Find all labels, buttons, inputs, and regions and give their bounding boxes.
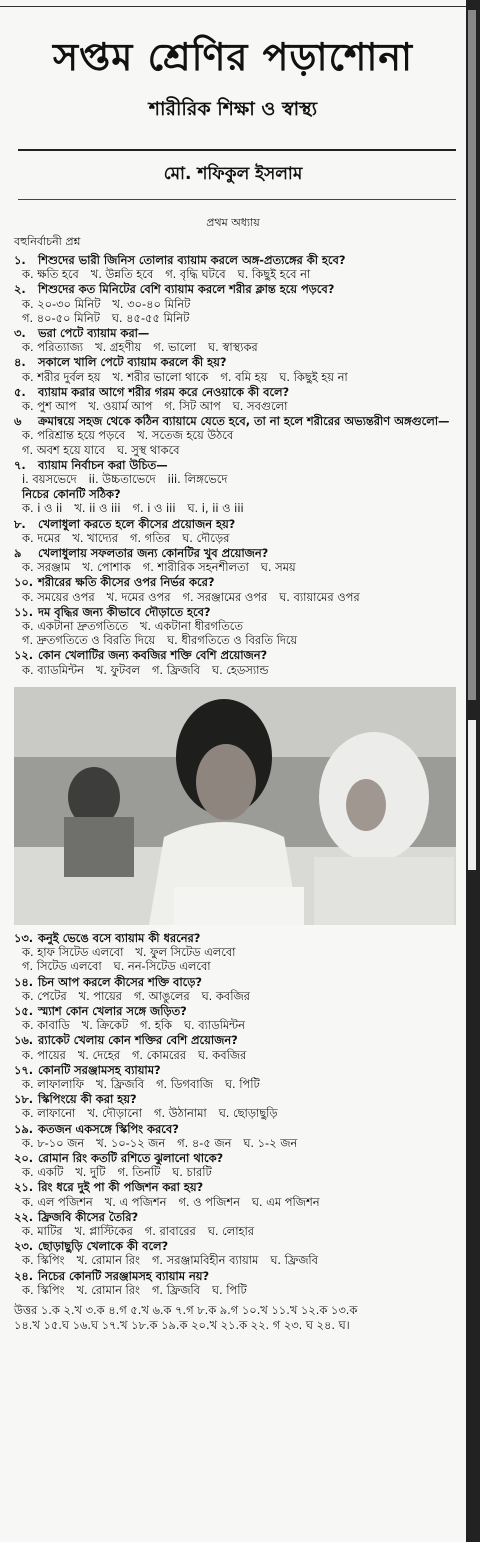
option: খ. এ পজিশন [104, 1194, 167, 1209]
option: ক. পায়ের [22, 1047, 66, 1062]
option: গ. হকি [140, 1018, 172, 1033]
option: খ. পোশাক [82, 560, 131, 575]
question-number: ১৩. [14, 930, 34, 945]
option: খ. দমের ওপর [106, 589, 171, 604]
option: খ. ফ্রিজবি [96, 1076, 145, 1091]
answer-line-2: ১৪.খ ১৫.ঘ ১৬.ঘ ১৭.খ ১৮.ক ১৯.ক ২০.খ ২১.ক ২২. গ ২৩. ঘ ২৪. ঘ। [14, 1317, 350, 1332]
question-text: রোমান রিং কতটি রশিতে ঝুলানো থাকে? [38, 1150, 224, 1165]
option: খ. শরীর ভালো থাকে [112, 369, 209, 384]
option: ক. সময়ের ওপর [22, 589, 95, 604]
question-text: শিশুদের ভারী জিনিস তোলার ব্যায়াম করলে অঙ্গ-প্রত্যঙ্গের কী হবে? [38, 253, 346, 267]
option: খ. দেহের [77, 1047, 120, 1062]
divider [18, 149, 456, 151]
question-number: ১৮. [14, 1092, 34, 1107]
option: গ. আঙুলের [133, 988, 190, 1003]
question [14, 648, 458, 662]
question [14, 326, 458, 340]
question [14, 1092, 458, 1106]
option: ঘ. ব্যাডমিন্টন [183, 1018, 245, 1033]
question-text: ভরা পেটে ব্যায়াম করা— [38, 326, 150, 341]
option: গ. দ্রুতগতিতে ও বিরতি দিয়ে [22, 633, 156, 648]
option: গ. উঠানামা [154, 1106, 207, 1121]
options-row [14, 1253, 458, 1267]
option: খ. পায়ের [78, 988, 122, 1003]
question-text: খেলাধুলায় সফলতার জন্য কোনটির খুব প্রয়োজন? [38, 546, 269, 561]
option: গ. ফ্রিজবি [151, 1282, 201, 1297]
question [14, 931, 458, 945]
option: গ. ফ্রিজবি [151, 662, 201, 677]
option: গ. তিনটি [117, 1165, 161, 1180]
option: খ. ওয়ার্ম আপ [88, 399, 153, 414]
question [14, 1063, 458, 1077]
option: ক. ২০-৩০ মিনিট [22, 296, 101, 311]
option: ক. i ও ii [22, 501, 63, 516]
question [14, 1033, 458, 1047]
question-text: কোন খেলাটির জন্য কবজির শক্তি বেশি প্রয়োজন? [38, 648, 268, 663]
option: ক. পুশ আপ [22, 399, 77, 414]
question-number: ১৭. [14, 1062, 34, 1077]
option: গ. ডিগবাজি [156, 1076, 213, 1091]
options-row [14, 443, 458, 457]
question [14, 253, 458, 267]
question [14, 517, 458, 531]
options-row [14, 340, 458, 354]
section-heading: বহুনির্বাচনী প্রশ্ন [14, 235, 81, 248]
options-row [14, 1136, 458, 1150]
question [14, 1151, 458, 1165]
option: ক. পরিত্যাজ্য [22, 340, 84, 355]
option: খ. ক্রিকেট [81, 1018, 129, 1033]
option: খ. গ্রহণীয় [95, 340, 142, 355]
option: খ. ৩০-৪০ মিনিট [112, 296, 191, 311]
options-row [14, 428, 458, 442]
question-number: ১৪. [14, 974, 34, 989]
option: ঘ. ব্যায়ামের ওপর [279, 589, 360, 604]
option: ii. উচ্চতাভেদে [88, 472, 156, 487]
option: iii. লিঙ্গভেদে [167, 472, 228, 487]
option: খ. একটানা ধীরগতিতে [140, 619, 243, 634]
options-row [14, 663, 458, 677]
option: গ. কোমরের [131, 1047, 187, 1062]
option: গ. ভালো [153, 340, 197, 355]
question [14, 1269, 458, 1283]
option: গ. সিট আপ [164, 399, 221, 414]
option: ক. লাফালাফি [22, 1076, 85, 1091]
option: ঘ. হেডস্যান্ড [212, 662, 269, 677]
question-number: ২০. [14, 1150, 34, 1165]
question-number: ১৯. [14, 1121, 34, 1136]
question [14, 458, 458, 472]
options-row [14, 1195, 458, 1209]
option: খ. ফুটবল [95, 662, 140, 677]
option: ঘ. সময় [260, 560, 296, 575]
question-text: ব্যায়াম করার আগে শরীর গরম করে নেওয়াকে কী বলে? [38, 384, 290, 399]
option: ঘ. স্বাস্থ্যকর [208, 340, 258, 355]
question [14, 1122, 458, 1136]
options-row [14, 370, 458, 384]
question-text: স্কিপিংয়ে কী করা হয়? [38, 1092, 137, 1107]
option: ঘ. ছোড়াছুড়ি [218, 1106, 278, 1121]
options-row [14, 399, 458, 413]
options-row [14, 560, 458, 574]
question-number: ২২. [14, 1209, 34, 1224]
option: ঘ. ৪৫-৫৫ মিনিট [111, 310, 190, 325]
answer-key [0, 1297, 466, 1333]
option: ঘ. দৌড়ের [182, 530, 230, 545]
question-text: ফ্রিজবি কীসের তৈরি? [38, 1209, 139, 1224]
option: গ. ও পজিশন [178, 1194, 240, 1209]
question [14, 975, 458, 989]
adjacent-page-edge [466, 0, 480, 1542]
option: গ. গতির [130, 530, 171, 545]
options-row [14, 1048, 458, 1062]
options-row [14, 297, 458, 311]
options-row [14, 590, 458, 604]
option: ক. কাবাডি [22, 1018, 70, 1033]
option: খ. রোমান রিং [76, 1282, 140, 1297]
question-number: ২. [14, 282, 26, 297]
option: ঘ. কবজির [201, 988, 250, 1003]
question [14, 355, 458, 369]
option: ক. স্কিপিং [22, 1282, 65, 1297]
option: ক. ব্যাডমিন্টন [22, 662, 84, 677]
question-number: ১২. [14, 648, 34, 663]
question [14, 575, 458, 589]
question-text: ক্রমান্বয়ে সহজ থেকে কঠিন ব্যায়ামে যেতে হবে, তা না হলে শরীরের অভ্যন্তরীণ অঙ্গগুলো— [38, 414, 450, 429]
question-list-a [0, 253, 466, 677]
answer-line-1: উত্তর ১.ক ২.খ ৩.ক ৪.গ ৫.খ ৬.ক ৭.গ ৮.ক ৯.গ ১০.খ ১১.খ ১২.ক ১৩.ক [14, 1302, 358, 1317]
question-number: ১১. [14, 604, 34, 619]
option: ঘ. কিছুই হবে না [237, 267, 311, 282]
question-text: নিচের কোনটি সরঞ্জামসহ ব্যায়াম নয়? [38, 1268, 210, 1283]
question-number: ২৩. [14, 1239, 34, 1254]
question-text: খেলাধুলা করতে হলে কীসের প্রয়োজন হয়? [38, 516, 236, 531]
option: ঘ. সুস্থ থাকবে [116, 442, 180, 457]
option: গ. অবশ হয়ে যাবে [22, 442, 105, 457]
question-text: র‍্যাকেট খেলায় কোন শক্তির বেশি প্রয়োজন? [38, 1033, 238, 1048]
question-text: কোনটি সরঞ্জামসহ ব্যায়াম? [38, 1062, 161, 1077]
option: ক. পেটের [22, 988, 67, 1003]
question-number: ৪. [14, 355, 26, 370]
question-number: ৫. [14, 384, 26, 399]
question [14, 414, 458, 428]
option: খ. দুটি [75, 1165, 106, 1180]
option: ঘ. সবগুলো [232, 399, 288, 414]
option: খ. প্লাস্টিকের [74, 1223, 133, 1238]
question-number: ১৫. [14, 1003, 34, 1018]
option: ক. একটি [22, 1165, 64, 1180]
question [14, 1239, 458, 1253]
question-text: সকালে খালি পেটে ব্যায়াম করলে কী হয়? [38, 355, 227, 370]
option: ঘ. পিটি [212, 1282, 247, 1297]
option: ঘ. ১-২ জন [243, 1135, 298, 1150]
sub-question: নিচের কোনটি সঠিক? [22, 487, 121, 502]
option: গ. বমি হয় [220, 369, 268, 384]
option: ক. ৮-১০ জন [22, 1135, 85, 1150]
question-text: স্ম্যাশ কোন খেলার সঙ্গে জড়িত? [38, 1003, 187, 1018]
question [14, 546, 458, 560]
options-row [14, 1165, 458, 1179]
option: ক. একটানা দ্রুতগতিতে [22, 619, 129, 634]
option: খ. ফুল সিটেড এলবো [135, 945, 236, 960]
options-row [14, 1283, 458, 1297]
option: ক. স্কিপিং [22, 1253, 65, 1268]
options-row [14, 1106, 458, 1120]
options-row [14, 472, 458, 486]
students-exam-photo [14, 687, 456, 925]
question-number: ৯ [14, 546, 22, 561]
option: গ. ৪০-৫০ মিনিট [22, 310, 100, 325]
question [14, 282, 458, 296]
option: খ. রোমান রিং [76, 1253, 140, 1268]
question-number: ২৪. [14, 1268, 34, 1283]
option: ঘ. চারটি [172, 1165, 212, 1180]
option: গ. সিটেড এলবো [22, 959, 102, 974]
option: গ. শারীরিক সহনশীলতা [142, 560, 249, 575]
option: ক. এল পজিশন [22, 1194, 93, 1209]
question-text: শরীরের ক্ষতি কীসের ওপর নির্ভর করে? [38, 575, 215, 590]
option: খ. খাদ্যের [72, 530, 119, 545]
options-row [14, 1018, 458, 1032]
option: খ. দৌড়ানো [87, 1106, 143, 1121]
question-number: ৭. [14, 457, 26, 472]
option: খ. ১০-১২ জন [96, 1135, 166, 1150]
page-subtitle: শারীরিক শিক্ষা ও স্বাস্থ্য [148, 98, 318, 120]
question-text: দম বৃদ্ধির জন্য কীভাবে দৌড়াতে হবে? [38, 604, 211, 619]
option: খ. উন্নতি হবে [90, 267, 154, 282]
question [14, 1210, 458, 1224]
question-text: চিন আপ করলে কীসের শক্তি বাড়ে? [38, 974, 202, 989]
question [14, 385, 458, 399]
option: ঘ. নন-সিটেড এলবো [113, 959, 211, 974]
options-row [14, 619, 458, 633]
question-text: কতজন একসঙ্গে স্কিপিং করবে? [38, 1121, 179, 1136]
option: ক. শরীর দুর্বল হয় [22, 369, 101, 384]
option: ঘ. লোহার [207, 1223, 255, 1238]
options-row [14, 531, 458, 545]
option: ঘ. i, ii ও iii [187, 501, 244, 516]
question-text: রিং ধরে দুই পা কী পজিশন করা হয়? [38, 1180, 204, 1195]
options-row [14, 1224, 458, 1238]
question-text: কনুই ভেঙে বসে ব্যায়াম কী ধরনের? [38, 930, 201, 945]
option: ক. দমের [22, 530, 61, 545]
question-number: ১. [14, 253, 26, 267]
option: ঘ. কিছুই হয় না [279, 369, 348, 384]
options-row [14, 311, 458, 325]
options-row [14, 959, 458, 973]
question-number: ৮. [14, 516, 26, 531]
question-number: ১৬. [14, 1033, 34, 1048]
option: গ. সরঞ্জামের ওপর [182, 589, 268, 604]
options-row [14, 633, 458, 647]
question [14, 1004, 458, 1018]
option: খ. সতেজ হয়ে উঠবে [137, 428, 234, 443]
question [14, 605, 458, 619]
question-number: ২১. [14, 1180, 34, 1195]
options-row [14, 501, 458, 515]
page-title: সপ্তম শ্রেণির পড়াশোনা [52, 34, 414, 79]
option: ক. ক্ষতি হবে [22, 267, 79, 282]
option: ক. পরিশ্রান্ত হয়ে পড়বে [22, 428, 126, 443]
option: ঘ. কবজির [198, 1047, 247, 1062]
option: গ. i ও iii [132, 501, 176, 516]
option: ক. হাফ সিটেড এলবো [22, 945, 124, 960]
option: ক. সরঞ্জাম [22, 560, 71, 575]
question-number: ১০. [14, 575, 34, 590]
option: i. বয়সভেদে [22, 472, 77, 487]
options-row [14, 267, 458, 281]
option: গ. বৃদ্ধি ঘটবে [165, 267, 226, 282]
divider [18, 199, 456, 200]
option: গ. রাবারের [144, 1223, 196, 1238]
option: খ. ii ও iii [74, 501, 121, 516]
question-text: শিশুদের কত মিনিটের বেশি ব্যায়াম করলে শরীর ক্লান্ত হয়ে পড়বে? [38, 282, 335, 297]
option: ক. লাফানো [22, 1106, 76, 1121]
option: ঘ. ধীরগতিতে ও বিরতি দিয়ে [167, 633, 298, 648]
option: ঘ. ফ্রিজবি [270, 1253, 318, 1268]
photo-illustration [14, 687, 456, 925]
option: ঘ. পিটি [225, 1076, 260, 1091]
option: গ. ৪-৫ জন [177, 1135, 232, 1150]
question-text: ছোড়াছুড়ি খেলাকে কী বলে? [38, 1239, 169, 1254]
question-number: ৩. [14, 326, 26, 341]
top-strip [0, 0, 466, 7]
question-number: ৬ [14, 414, 22, 429]
chapter-heading: প্রথম অধ্যায় [206, 216, 260, 229]
option: গ. সরঞ্জামবিহীন ব্যায়াম [151, 1253, 259, 1268]
question [14, 1180, 458, 1194]
option: ঘ. এম পজিশন [251, 1194, 320, 1209]
question-list-b [0, 931, 466, 1297]
options-row [14, 945, 458, 959]
author-name: মো. শফিকুল ইসলাম [163, 164, 303, 184]
option: ক. মাটির [22, 1223, 63, 1238]
question-text: ব্যায়াম নির্বাচন করা উচিত— [38, 457, 168, 472]
options-row [14, 989, 458, 1003]
options-row [14, 1077, 458, 1091]
